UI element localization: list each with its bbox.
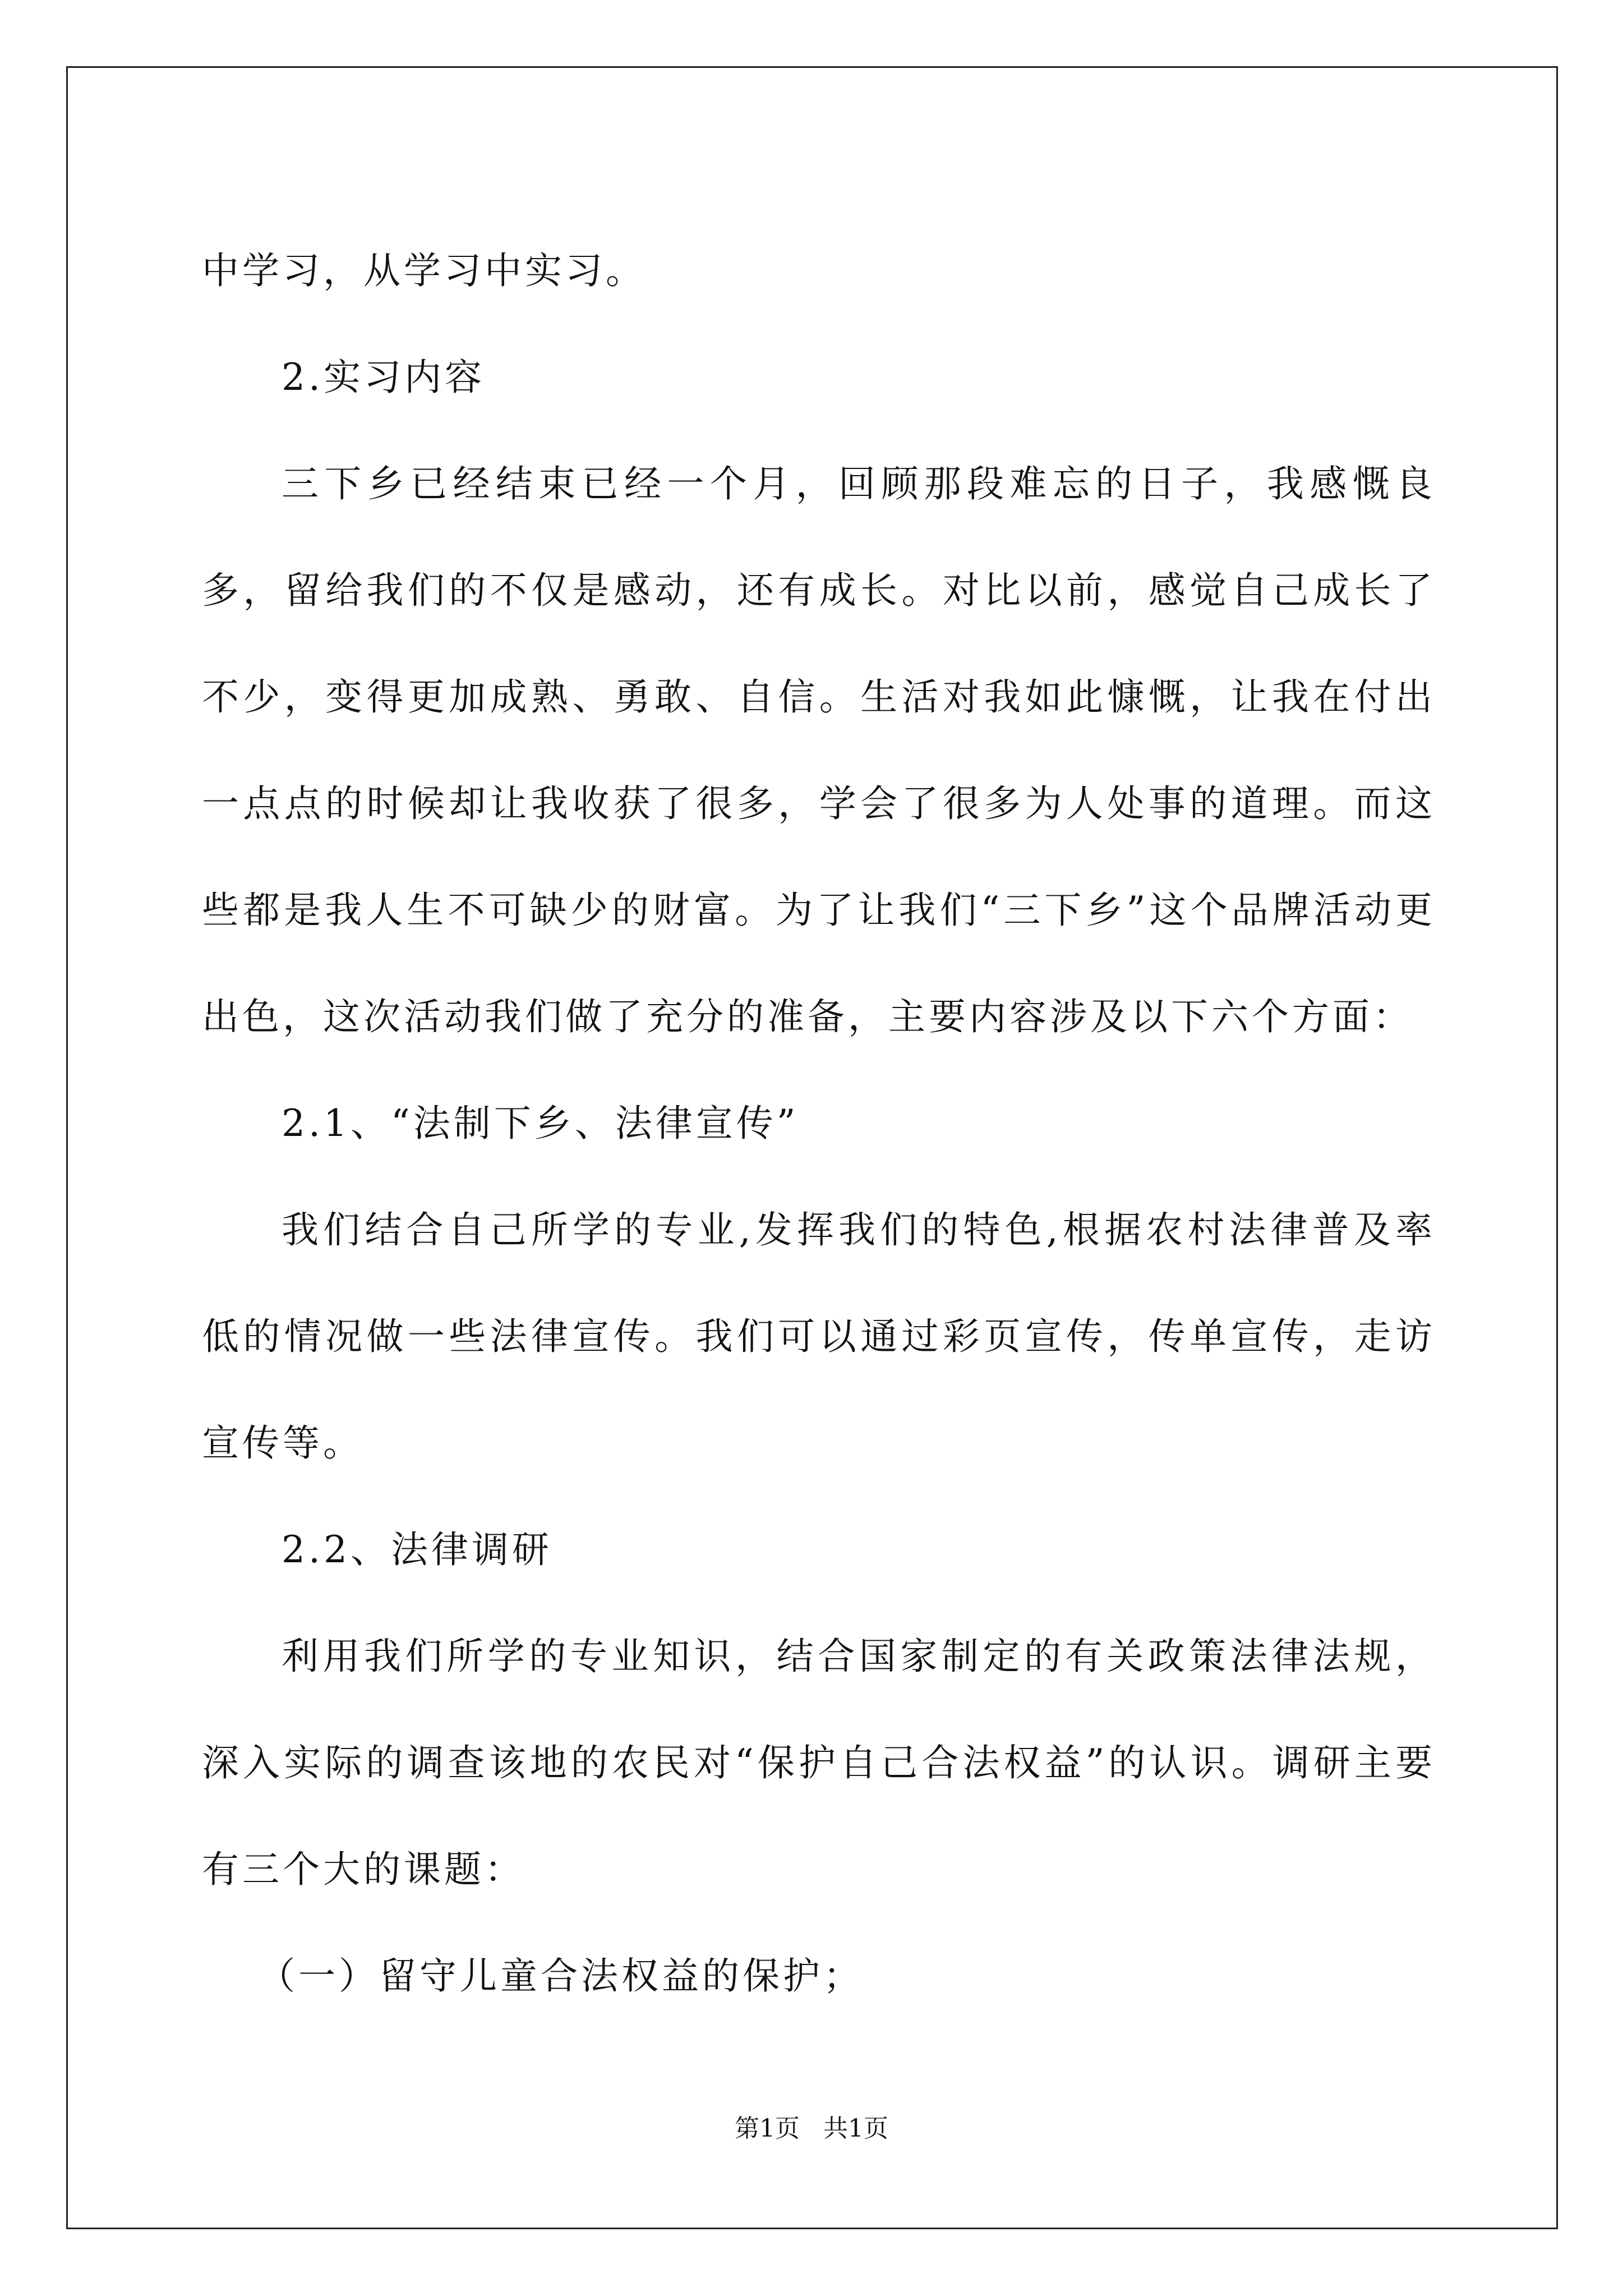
list-item-topic-1: （一）留守儿童合法权益的保护； (258, 1954, 864, 1998)
section-heading-internship-content: 2.实习内容 (282, 356, 485, 399)
paragraph-continuation: 中学习，从学习中实习。 (202, 249, 646, 292)
subheading-legal-research: 2.2、法律调研 (282, 1528, 552, 1571)
subheading-legal-publicity: 2.1、“法制下乡、法律宣传” (282, 1102, 799, 1145)
page-total: 共1页 (823, 2114, 888, 2143)
page-number: 第1页 (735, 2114, 800, 2143)
paragraph-reflection: 三下乡已经结束已经一个月，回顾那段难忘的日子，我感慨良多，留给我们的不仅是感动，还有成长。对比以前，感觉自己成长了不少，变得更加成熟、勇敢、自信。生活对我如此慷慨，让我在付出一点点的时候却让我收获了很多，学会了很多为人处事的道理。而这些都是我人生不可缺少的财富。为了让我们“三下乡”这个品牌活动更出色，这次活动我们做了充分的准备，主要内容涉及以下六个方面： (202, 462, 1436, 1038)
paragraph-legal-publicity: 我们结合自己所学的专业,发挥我们的特色,根据农村法律普及率低的情况做一些法律宣传。我们可以通过彩页宣传，传单宣传，走访宣传等。 (202, 1208, 1436, 1465)
document-body (202, 218, 1436, 2030)
page-footer (0, 2112, 1623, 2146)
paragraph-legal-research: 利用我们所学的专业知识，结合国家制定的有关政策法律法规，深入实际的调查该地的农民对“保护自己合法权益”的认识。调研主要有三个大的课题： (202, 1635, 1436, 1891)
